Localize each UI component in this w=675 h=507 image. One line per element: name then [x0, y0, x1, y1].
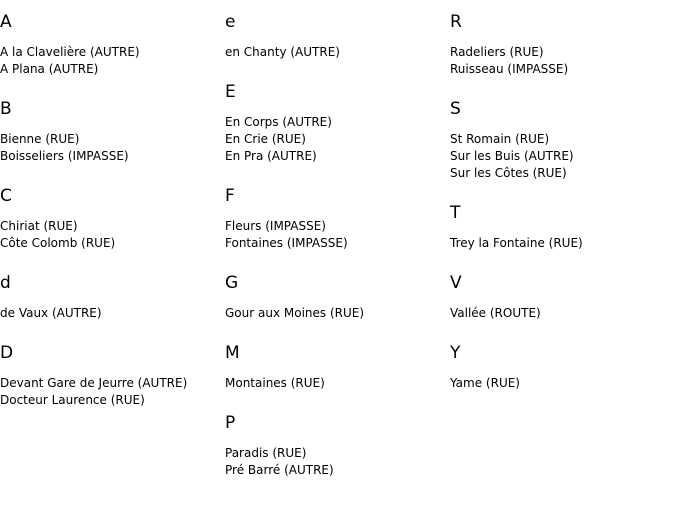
street-entry: Fleurs (IMPASSE)	[225, 219, 326, 233]
street-list	[450, 44, 670, 78]
index-column	[450, 9, 670, 410]
letter-heading: D	[0, 343, 14, 363]
letter-group	[0, 270, 220, 322]
street-list	[0, 375, 220, 409]
street-entry: Yame (RUE)	[450, 376, 520, 390]
letter-heading: d	[0, 273, 11, 293]
street-entry: Côte Colomb (RUE)	[0, 236, 116, 250]
letter-heading: B	[0, 99, 12, 119]
street-entry: Montaines (RUE)	[225, 376, 325, 390]
letter-heading: F	[225, 186, 235, 206]
letter-group	[225, 410, 445, 479]
street-entry: Sur les Côtes (RUE)	[450, 166, 567, 180]
street-entry: Bienne (RUE)	[0, 132, 80, 146]
letter-heading: M	[225, 343, 240, 363]
street-list	[450, 235, 670, 252]
letter-group	[0, 183, 220, 252]
letter-heading: A	[0, 12, 12, 32]
street-entry: En Corps (AUTRE)	[225, 115, 332, 129]
street-entry: Devant Gare de Jeurre (AUTRE)	[0, 376, 188, 390]
index-column	[225, 9, 445, 497]
street-list	[225, 445, 445, 479]
letter-group	[225, 9, 445, 61]
street-entry: A Plana (AUTRE)	[0, 62, 99, 76]
letter-group	[450, 270, 670, 322]
street-list	[0, 305, 220, 322]
letter-heading: S	[450, 99, 461, 119]
street-list	[0, 44, 220, 78]
letter-heading: V	[450, 273, 462, 293]
street-entry: Docteur Laurence (RUE)	[0, 393, 145, 407]
street-entry: A la Clavelière (AUTRE)	[0, 45, 140, 59]
street-list	[450, 131, 670, 182]
street-entry: Fontaines (IMPASSE)	[225, 236, 348, 250]
letter-heading: e	[225, 12, 236, 32]
street-list	[225, 218, 445, 252]
letter-group	[0, 340, 220, 409]
street-list	[0, 131, 220, 165]
street-entry: Sur les Buis (AUTRE)	[450, 149, 574, 163]
letter-group	[0, 96, 220, 165]
street-entry: Vallée (ROUTE)	[450, 306, 541, 320]
street-entry: Trey la Fontaine (RUE)	[450, 236, 583, 250]
street-entry: Pré Barré (AUTRE)	[225, 463, 334, 477]
letter-group	[225, 340, 445, 392]
street-list	[0, 218, 220, 252]
street-entry: Boisseliers (IMPASSE)	[0, 149, 129, 163]
street-entry: en Chanty (AUTRE)	[225, 45, 340, 59]
street-list	[225, 114, 445, 165]
street-list	[450, 305, 670, 322]
letter-heading: R	[450, 12, 462, 32]
street-entry: Gour aux Moines (RUE)	[225, 306, 365, 320]
index-column	[0, 9, 220, 427]
street-list	[225, 305, 445, 322]
letter-group	[0, 9, 220, 78]
street-entry: En Crie (RUE)	[225, 132, 306, 146]
letter-group	[450, 96, 670, 182]
letter-group	[450, 9, 670, 78]
street-entry: En Pra (AUTRE)	[225, 149, 317, 163]
letter-heading: G	[225, 273, 239, 293]
letter-group	[225, 270, 445, 322]
letter-group	[225, 183, 445, 252]
letter-group	[225, 79, 445, 165]
letter-group	[450, 200, 670, 252]
street-entry: Ruisseau (IMPASSE)	[450, 62, 569, 76]
street-entry: Chiriat (RUE)	[0, 219, 78, 233]
letter-heading: C	[0, 186, 12, 206]
letter-heading: T	[450, 203, 461, 223]
street-list	[450, 375, 670, 392]
street-entry: St Romain (RUE)	[450, 132, 550, 146]
letter-heading: P	[225, 413, 236, 433]
street-entry: de Vaux (AUTRE)	[0, 306, 102, 320]
street-list	[225, 375, 445, 392]
street-entry: Radeliers (RUE)	[450, 45, 544, 59]
street-list	[225, 44, 445, 61]
street-entry: Paradis (RUE)	[225, 446, 307, 460]
letter-group	[450, 340, 670, 392]
letter-heading: E	[225, 82, 236, 102]
letter-heading: Y	[450, 343, 461, 363]
